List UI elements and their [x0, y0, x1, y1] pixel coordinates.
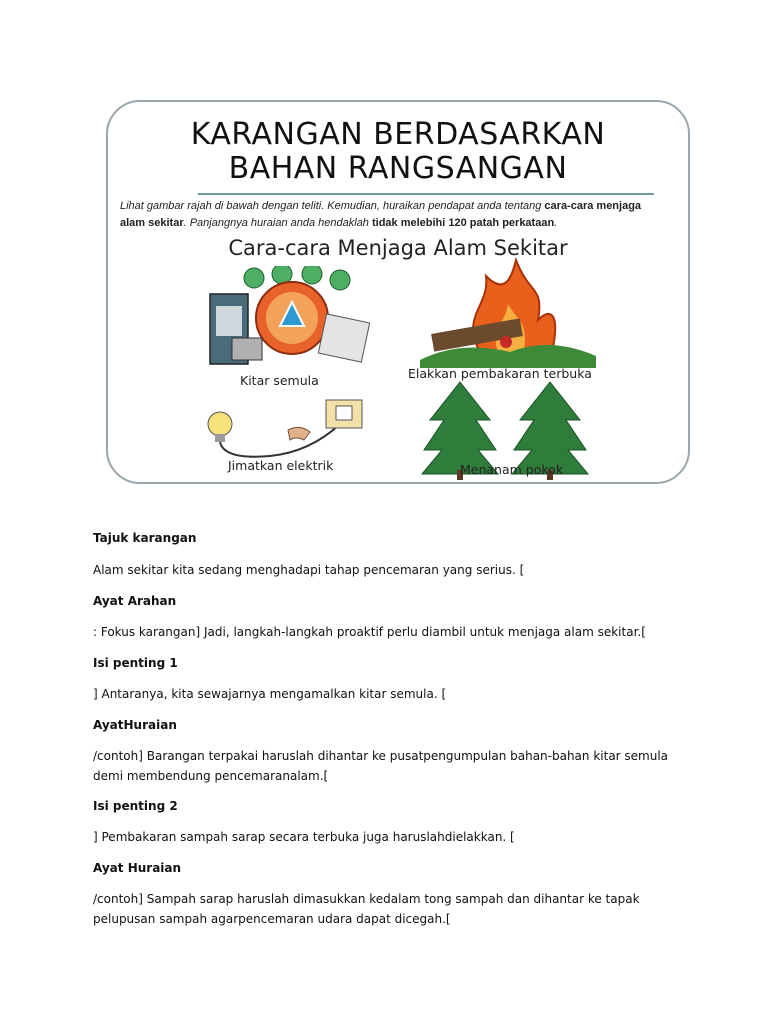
caption-burning: Elakkan pembakaran terbuka [408, 366, 592, 381]
stimulus-figure [106, 100, 690, 484]
figure-title-line1: KARANGAN BERDASARKAN [190, 117, 606, 152]
figure-subtitle: Cara-cara Menjaga Alam Sekitar [228, 236, 568, 260]
caption-electric: Jimatkan elektrik [228, 458, 334, 473]
burning-illustration [420, 256, 600, 368]
essay-line-isi2: ] Pembakaran sampah sarap secara terbuka juga haruslahdielakkan. [ [93, 830, 515, 844]
caption-trees: Menanam pokok [460, 462, 564, 477]
essay-line-focus: : Fokus karangan] Jadi, langkah-langkah proaktif perlu diambil untuk menjaga alam sekitar.[ [93, 625, 646, 639]
recycle-illustration [204, 266, 374, 374]
caption-recycle: Kitar semula [240, 373, 319, 388]
essay-line-huraian2: /contoh] Sampah sarap haruslah dimasukkan kedalam tong sampah dan dihantar ke tapak pelupusan sampah agarpencemaran udara dapat dicegah.[ [93, 892, 640, 926]
essay-heading-huraian2: Ayat Huraian [93, 861, 182, 875]
figure-title-line2: BAHAN RANGSANGAN [228, 151, 568, 186]
electric-illustration [200, 394, 370, 466]
essay-heading-huraian1: AyatHuraian [93, 718, 177, 732]
figure-instructions: Lihat gambar rajah di bawah dengan teliti. Kemudian, huraikan pendapat anda tentang cara-cara menjaga alam sekitar. Panjangnya huraian anda hendaklah tidak melebihi 120 patah perkataan. [120, 200, 642, 229]
essay-line-huraian1: /contoh] Barangan terpakai haruslah dihantar ke pusatpengumpulan bahan-bahan kitar semula demi membendung pencemaranalam.[ [93, 749, 669, 783]
essay-heading-isi2: Isi penting 2 [93, 799, 178, 813]
essay-line-isi1: ] Antaranya, kita sewajarnya mengamalkan kitar semula. [ [93, 687, 447, 701]
essay-heading-arahan: Ayat Arahan [93, 594, 177, 608]
essay-heading-title: Tajuk karangan [93, 531, 197, 545]
title-divider [198, 193, 654, 195]
essay-heading-isi1: Isi penting 1 [93, 656, 178, 670]
essay-line-intro: Alam sekitar kita sedang menghadapi tahap pencemaran yang serius. [ [93, 563, 525, 577]
